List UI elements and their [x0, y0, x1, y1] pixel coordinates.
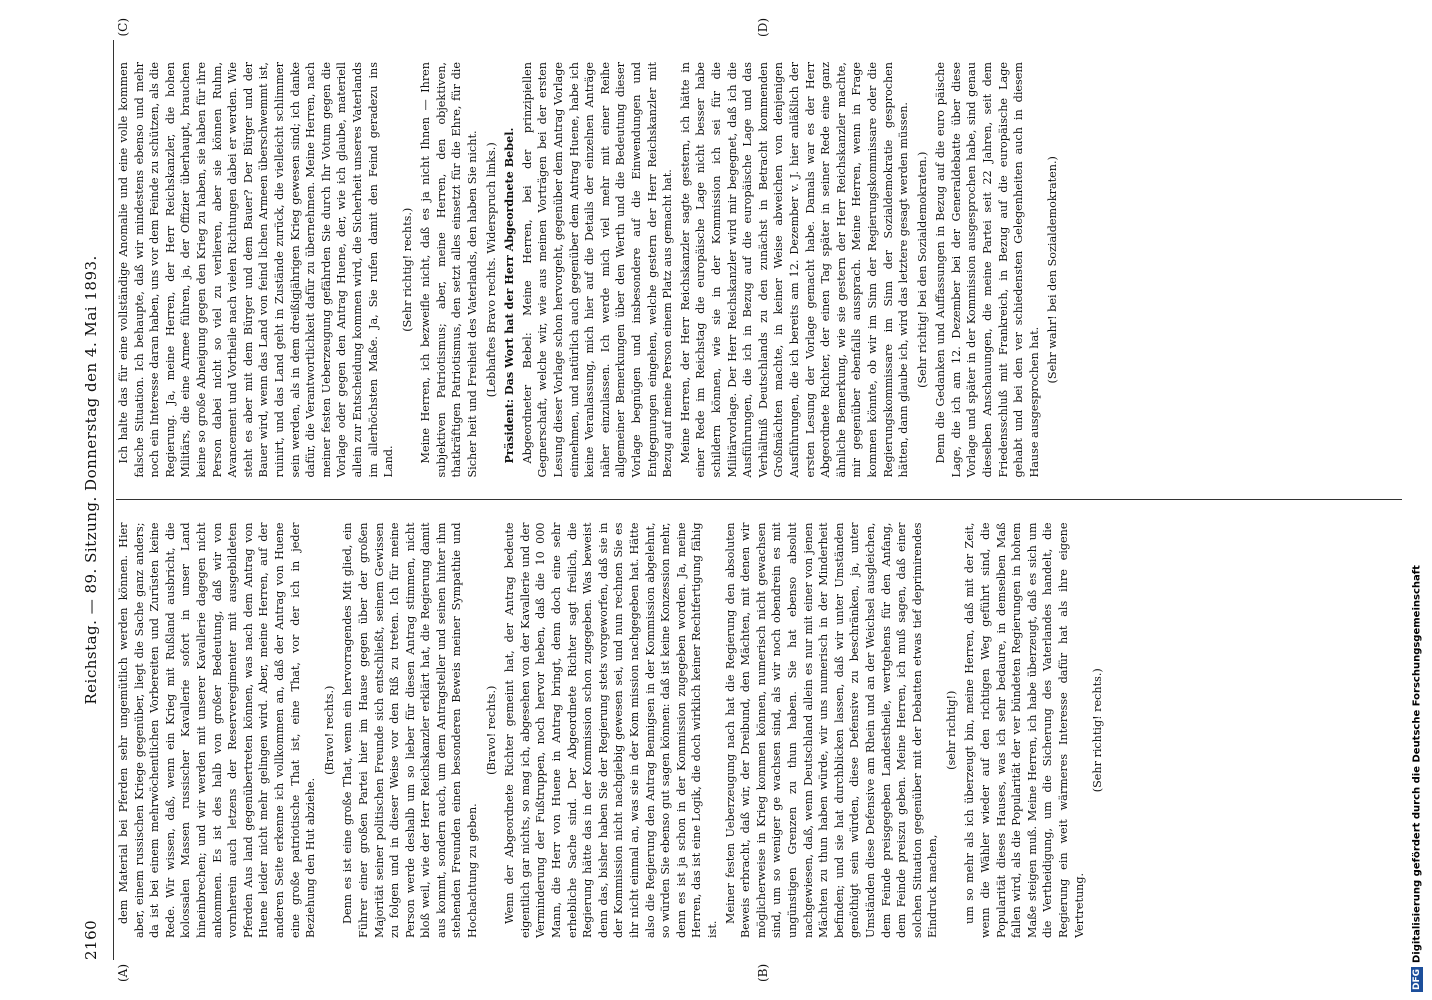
digitization-sidebar: [1402, 0, 1432, 1000]
paragraph: Denn es ist eine große That, wenn ein hervorragendes Mit glied, ein Führer einer großen Partei hier im Hause gegen über der großen Majorität seiner politischen Freunde sich entschließt, seinem Gewissen zu folgen und in dieser Weise vor den Riß zu treten. Ich für meine Person werde deshalb um so lieber für diesen Antrag stimmen, nicht bloß weil, wie der Herr Reichskanzler erklärt hat, die Regierung damit aus kommt, sondern auch, um dem Antragsteller und seinen hinter ihm stehenden Freunden einen besonderen Beweis meiner Sympathie und Hochachtung zu geben.: [341, 522, 480, 938]
margin-mark-a: (A): [116, 963, 130, 982]
paragraph: um so mehr als ich überzeugt bin, meine Herren, daß mit der Zeit, wenn die Wähler wieder auf den richtigen Weg geführt sind, die Popularität dieses Hauses, was ich sehr bedaure, in demselben Maß fallen wird, als die Popularität der ver bündeten Regierungen in hohem Maße steigen muß. Meine Herren, ich habe überzeugt, daß es sich um die Vertheidigung, um die Sicherung des Vaterlandes handelt, die Regierung ein weit wärmeres Interesse dafür hat als ihre eigene Vertretung.: [963, 522, 1086, 938]
interjection: (Sehr richtig! rechts.): [400, 207, 414, 332]
paragraph: Abgeordneter Bebel: Meine Herren, bei der prinzipiellen Gegnerschaft, welche wir, wie aus meinen Vorträgen bei der ersten Lesung dieser Vorlage schon hervorgeht, gegenüber dem Antrag Vorlage einnehmen, und natürlich auch gegenüber dem Antrag Huene, habe ich keine Veranlassung, mich hier auf die Details der einzelnen Anträge näher einzulassen. Ich werde mich viel mehr mit einer Reihe allgemeiner Bemerkungen über den Werth und die Bedeutung dieser Vorlage begnügen und insbesondere auf die Einwendungen und Entgegnungen eingehen, welche gestern der Herr Reichskanzler mit Bezug auf meine Person einem Platz aus gemacht hat.: [520, 62, 675, 478]
column-right: [116, 18, 1432, 501]
interjection: (sehr richtig!): [944, 690, 958, 770]
header-title: Reichstag. — 89. Sitzung. Donnerstag den 4. Mai 1893.: [82, 255, 100, 705]
funding-credit: [1408, 12, 1426, 992]
interjection: (Lebhaftes Bravo rechts. Widerspruch links.): [484, 142, 498, 398]
interjection: (Sehr wahr! bei den Sozialdemokraten.): [1046, 156, 1060, 384]
running-header: [82, 40, 108, 960]
dfg-logo: DFG: [1412, 968, 1422, 990]
interjection: (Bravo! rechts.): [322, 685, 336, 775]
margin-mark-d: (D): [756, 18, 770, 37]
paragraph: Wenn der Abgeordnete Richter gemeint hat, der Antrag bedeute eigentlich gar nichts, so mag ich, abgesehen von der Kavallerie und der Verminderung der Fußtruppen, noch hervor heben, daß die 10 000 Mann, die Herr von Huene in Antrag bringt, denn doch eine sehr erhebliche Sache sind. Der Abgeordnete Richter sagt freilich, die Regierung hätte das in der Kommission schon zugegeben. Was beweist denn das, bisher haben Sie der Regierung stets vorgeworfen, daß sie in der Kommission nicht nachgiebig gewesen sei, und nun rechnen Sie es ihr nicht einmal an, was sie in der Kom mission nachgegeben hat. Hätte also die Regierung den Antrag Bennigsen in der Kommission abgelehnt, so würden Sie ebenso gut sagen können: daß ist keine Konzession mehr, denn es ist ja schon in der Kommission zugegeben worden. Ja, meine Herren, das ist eine Logik, die doch wirklich keiner Rechtfertigung fähig ist.: [503, 522, 719, 938]
header-rule: [113, 40, 114, 960]
paragraph: Meine Herren, ich bezweifle nicht, daß es ja nicht Ihnen — Ihren subjektiven Patriotismus; aber, meine Herren, den objektiven, thatkräftigen Patriotismus, den setzt alles einsetzt für die Ehre, für die Sicher heit und Freiheit des Vaterlands, den haben Sie nicht.: [419, 62, 480, 478]
speaker-line: Präsident: Das Wort hat der Herr Abgeordnete Bebel.: [502, 127, 517, 464]
interjection: (Sehr richtig! bei den Sozialdemokraten.): [915, 151, 929, 388]
credit-text: Digitalisierung gefördert durch die Deutsche Forschungsgemeinschaft: [1411, 565, 1423, 963]
paragraph: dem Material bei Pferden sehr ungemütlich werden können. Hier aber, einem russischen Kriege gegenüber, liegt die Sache ganz anders; da ist bei einem mehrwöchentlichen Vorbereiten und Zurüsten keine Rede. Wir wissen, daß, wenn ein Krieg mit Rußland ausbricht, die kolossalen Massen russischer Kavallerie sofort in unser Land hineinbrechen; und wir werden mit unserer Kavallerie dagegen nicht ankommen. Es ist des halb von großer Bedeutung, daß wir von vornherein auch letzens der Reserveregimenter mit ausgebildeten Pferden Aus land gegenübertreten können, was nach dem Antrag von Huene leider nicht mehr gelingen wird. Aber, meine Herren, auf der anderen Seite erkenne ich vollkommen an, daß der Antrag von Huene eine große patriotische That ist, eine That, vor der ich in jeder Beziehung den Hut abziehe.: [117, 522, 318, 938]
paragraph: Ich halte das für eine vollständige Anomalie und eine volle kommen falsche Situation. Ich behaupte, daß wir mindestens ebenso und mehr noch ein Interesse daran haben, uns vor dem Feinde zu schützen, als die Regierung. Ja, meine Herren, der Herr Reichskanzler, die hohen Militärs, die eine Armee führen, ja, der Offizier überhaupt, brauchen keine so große Abneigung gegen den Krieg zu haben, sie haben für ihre Person dabei nicht so viel zu verlieren, aber sie können Ruhm, Avancement und Vortheile nach vielen Richtungen dabei er werden. Wie steht es aber mit dem Bürger und dem Bauer? Der Bürger und der Bauer wird, wenn das Land von feind lichen Armeen überschwemmt ist, ruinirt, und das Land geht in Zustände zurück, die vielleicht schlimmer sein werden, als in dem dreißigjährigen Krieg gewesen sind; ich danke dafür, die Verantwortlichkeit dafür zu übernehmen. Meine Herren, nach meiner festen Ueberzeugung gefährden Sie durch Ihr Votum gegen die Vorlage oder gegen den Antrag Huene, der, wie ich glaube, materiell allein zur Entscheidung kommen wird, die Sicherheit unseres Vaterlands im allerhöchsten Maße. Ja, Sie rufen damit den Feind geradezu ins Land.: [117, 62, 396, 478]
interjection: (Sehr richtig! rechts.): [1091, 668, 1105, 793]
margin-mark-c: (C): [116, 18, 130, 37]
margin-mark-b: (B): [756, 963, 770, 982]
page-number: 2160: [82, 919, 100, 960]
paragraph: Meine Herren, der Herr Reichskanzler sagte gestern, ich hätte in einer Rede im Reichstag die europäische Lage nicht besser habe schildern können, wie sie in der Kommission ich sei für die Militärvorlage. Der Herr Reichskanzler wird mir begegnet, daß ich die Ausführungen, die ich in Bezug auf die europäische Lage und das Verhältniß Deutschlands zu den zunächst in Betracht kommenden Großmächten machte, in keiner Weise abweichen von denjenigen Ausführungen, die ich bereits am 12. Dezember v. J. hier anläßlich der ersten Lesung der Vorlage gemacht habe. Damals war es der Herr Abgeordnete Richter, der einen Tag später in seiner Rede eine ganz ähnliche Bemerkung, wie sie gestern der Herr Reichskanzler machte, mir gegenüber ebenfalls aussprach. Meine Herren, wenn in Frage kommen könnte, ob wir im Sinn der Regierungskommissare oder die Regierungskommissare im Sinn der Sozialdemokratie gesprochen hätten, dann glaube ich, wird das letztere gesagt werden müssen.: [678, 62, 911, 478]
interjection: (Bravo! rechts.): [484, 685, 498, 775]
paragraph: Meiner festen Ueberzeugung nach hat die Regierung den absoluten Beweis erbracht, daß wir, der Dreibund, den Mächten, mit denen wir möglicherweise in Krieg kommen können, numerisch nicht gewachsen sind, um so weniger ge wachsen sind, als wir noch obendrein es mit ungünstigen Grenzen zu thun haben. Sie hat ebenso absolut nachgewiesen, daß, wenn Deutschland allein es nur mit einer von jenen Mächten zu thun haben würde, wir uns numerisch in der Minderheit befinden; und sie hat durchblicken lassen, daß wir unter Umständen genöthigt sein würden, diese Defensive zu beschränken, ja, unter Umständen diese Defensive am Rhein und an der Weichsel ausgleichen, dem Feinde preisgegeben Landestheile, wertgehens für den Anfang, dem Feinde preiszu geben. Meine Herren, ich muß sagen, daß einer solchen Situation gegenüber mit der Debatten etwas tief deprimirendes Eindruck machen,: [723, 522, 940, 938]
paragraph: Denn die Gedanken und Auffassungen in Bezug auf die euro päische Lage, die ich am 12. Dezember bei der Generaldebatte über diese Vorlage und später in der Kommission ausgesprochen habe, sind genau dieselben Anschauungen, die meine Partei seit 22 Jahren, seit dem Friedensschluß mit Frankreich, in Bezug auf die europäische Lage gehabt und bei den ver schiedensten Gelegenheiten auch in diesem Hause ausgesprochen hat.: [934, 62, 1041, 478]
